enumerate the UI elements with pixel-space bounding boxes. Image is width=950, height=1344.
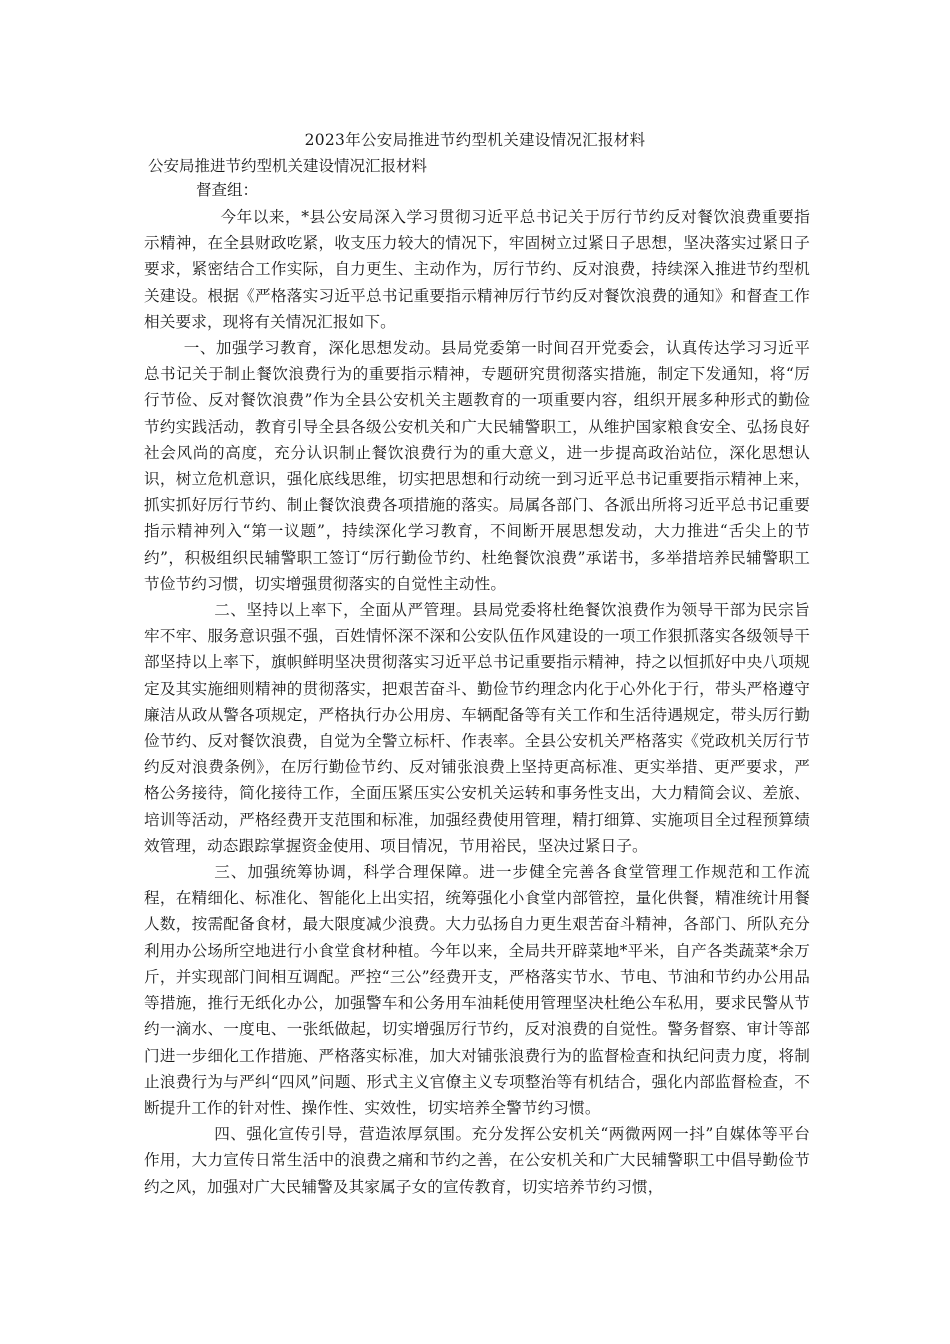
document-subtitle: 公安局推进节约型机关建设情况汇报材料 <box>148 157 428 175</box>
paragraph-section-3: 三、加强统筹协调，科学合理保障。进一步健全完善各食堂管理工作规范和工作流程，在精细化、标准化、智能化上出实招，统筹强化小食堂内部管控，量化供餐，精准统计用餐人数，按需配备食材，最大限度减少浪费。大力弘扬自力更生艰苦奋斗精神，各部门、所队充分利用办公场所空地进行小食堂食材种植。今年以来，全局共开辟菜地*平米，自产各类蔬菜*余万斤，并实现部门间相互调配。严控“三公”经费开支，严格落实节水、节电、节油和节约办公用品等措施，推行无纸化办公，加强警车和公务用车油耗使用管理坚决杜绝公车私用，要求民警从节约一滴水、一度电、一张纸做起，切实增强厉行节约，反对浪费的自觉性。警务督察、审计等部门进一步细化工作措施、严格落实标准，加大对铺张浪费行为的监督检查和执纪问责力度，将制止浪费行为与严纠“四风”问题、形式主义官僚主义专项整治等有机结合，强化内部监督检查，不断提升工作的针对性、操作性、实效性，切实培养全警节约习惯。 <box>144 863 810 1117</box>
document-body <box>144 204 810 1200</box>
paragraph-intro: 今年以来，*县公安局深入学习贯彻习近平总书记关于厉行节约反对餐饮浪费重要指示精神，在全县财政吃紧，收支压力较大的情况下，牢固树立过紧日子思想，坚决落实过紧日子要求，紧密结合工作实际，自力更生、主动作为，厉行节约、反对浪费，持续深入推进节约型机关建设。根据《严格落实习近平总书记重要指示精神厉行节约反对餐饮浪费的通知》和督查工作相关要求，现将有关情况汇报如下。 <box>144 208 810 331</box>
paragraph-section-1: 一、加强学习教育，深化思想发动。县局党委第一时间召开党委会，认真传达学习习近平总书记关于制止餐饮浪费行为的重要指示精神，专题研究贯彻落实措施，制定下发通知，将“厉行节俭、反对餐饮浪费”作为全县公安机关主题教育的一项重要内容，组织开展多种形式的勤俭节约实践活动，教育引导全县各级公安机关和广大民辅警职工，从维护国家粮食安全、弘扬良好社会风尚的高度，充分认识制止餐饮浪费行为的重大意义，进一步提高政治站位，深化思想认识，树立危机意识，强化底线思维，切实把思想和行动统一到习近平总书记重要指示精神上来，抓实抓好厉行节约、制止餐饮浪费各项措施的落实。局属各部门、各派出所将习近平总书记重要指示精神列入“第一议题”，持续深化学习教育，不间断开展思想发动，大力推进“舌尖上的节约”，积极组织民辅警职工签订“厉行勤俭节约、杜绝餐饮浪费”承诺书，多举措培养民辅警职工节俭节约习惯，切实增强贯彻落实的自觉性主动性。 <box>144 339 810 593</box>
paragraph-section-4: 四、强化宣传引导，营造浓厚氛围。充分发挥公安机关“两微两网一抖”自媒体等平台作用，大力宣传日常生活中的浪费之痛和节约之善，在公安机关和广大民辅警职工中倡导勤俭节约之风，加强对广大民辅警及其家属子女的宣传教育，切实培养节约习惯， <box>144 1125 810 1196</box>
salutation: 督查组： <box>196 181 259 199</box>
paragraph-section-2: 二、坚持以上率下，全面从严管理。县局党委将杜绝餐饮浪费作为领导干部为民宗旨牢不牢、服务意识强不强，百姓情怀深不深和公安队伍作风建设的一项工作狠抓落实各级领导干部坚持以上率下，旗帜鲜明坚决贯彻落实习近平总书记重要指示精神，持之以恒抓好中央八项规定及其实施细则精神的贯彻落实，把艰苦奋斗、勤俭节约理念内化于心外化于行，带头严格遵守廉洁从政从警各项规定，严格执行办公用房、车辆配备等有关工作和生活待遇规定，带头厉行勤俭节约、反对餐饮浪费，自觉为全警立标杆、作表率。全县公安机关严格落实《党政机关厉行节约反对浪费条例》，在厉行勤俭节约、反对铺张浪费上坚持更高标准、更实举措、更严要求，严格公务接待，简化接待工作，全面压紧压实公安机关运转和事务性支出，大力精简会议、差旅、培训等活动，严格经费开支范围和标准，加强经费使用管理，精打细算、实施项目全过程预算绩效管理，动态跟踪掌握资金使用、项目情况，节用裕民，坚决过紧日子。 <box>144 601 810 855</box>
document-title: 2023年公安局推进节约型机关建设情况汇报材料 <box>304 131 646 149</box>
